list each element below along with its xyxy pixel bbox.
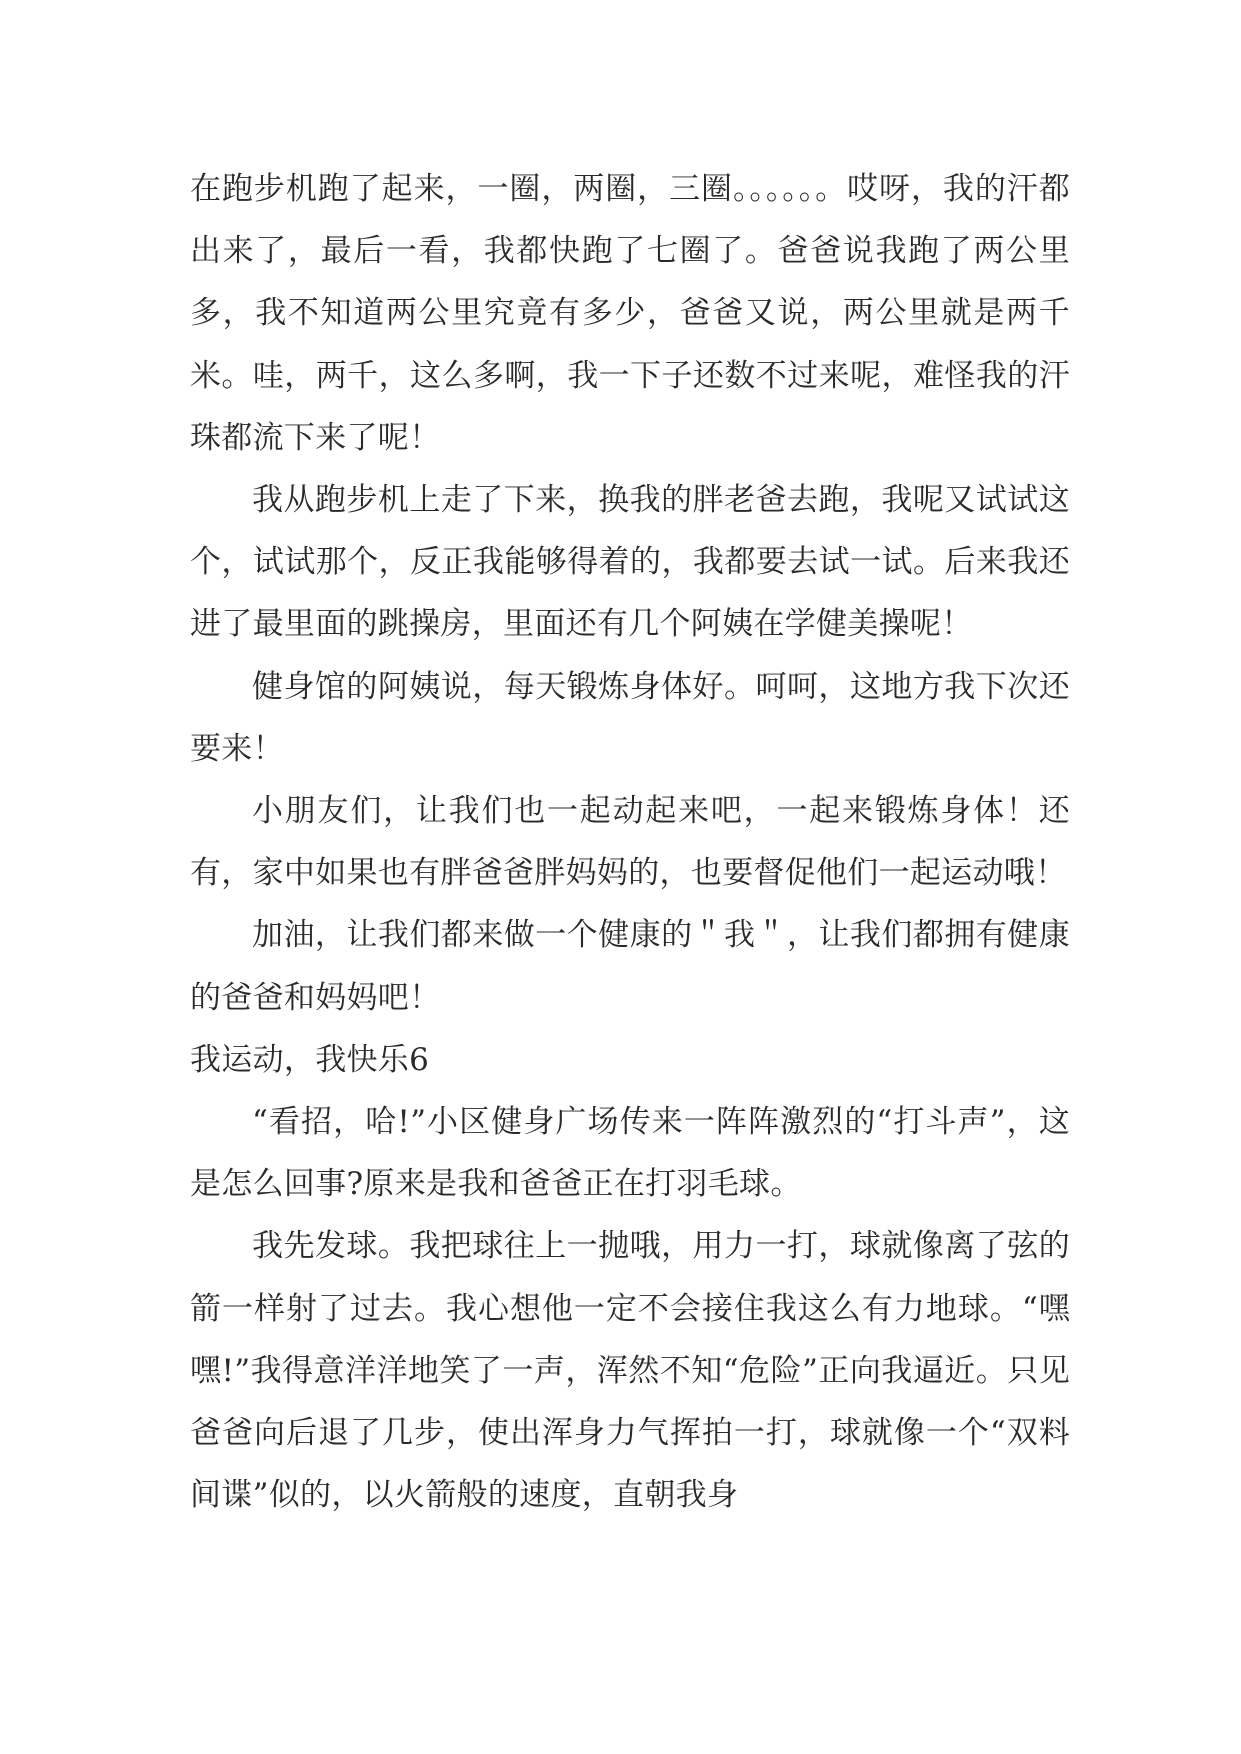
paragraph: 健身馆的阿姨说，每天锻炼身体好。呵呵，这地方我下次还要来！ (190, 668, 1070, 767)
document-body (190, 158, 1070, 1526)
paragraph: 加油，让我们都来做一个健康的＂我＂，让我们都拥有健康的爸爸和妈妈吧！ (190, 917, 1070, 1016)
section-heading: 我运动，我快乐6 (190, 1041, 430, 1078)
paragraph-continued: 在跑步机跑了起来，一圈，两圈，三圈。。。。。。哎呀，我的汗都出来了，最后一看，我都快跑了七圈了。爸爸说我跑了两公里多，我不知道两公里究竟有多少，爸爸又说，两公里就是两千米。哇，两千，这么多啊，我一下子还数不过来呢，难怪我的汗珠都流下来了呢！ (190, 171, 1070, 456)
paragraph: 我先发球。我把球往上一抛哦，用力一打，球就像离了弦的箭一样射了过去。我心想他一定不会接住我这么有力地球。“嘿嘿!”我得意洋洋地笑了一声，浑然不知“危险”正向我逼近。只见爸爸向后退了几步，使出浑身力气挥拍一打，球就像一个“双料间谍”似的，以火箭般的速度，直朝我身 (190, 1228, 1070, 1514)
paragraph: “看招，哈!”小区健身广场传来一阵阵激烈的“打斗声”，这是怎么回事?原来是我和爸爸正在打羽毛球。 (190, 1104, 1070, 1203)
paragraph: 小朋友们，让我们也一起动起来吧，一起来锻炼身体！还有，家中如果也有胖爸爸胖妈妈的，也要督促他们一起运动哦！ (190, 793, 1070, 892)
paragraph: 我从跑步机上走了下来，换我的胖老爸去跑，我呢又试试这个，试试那个，反正我能够得着的，我都要去试一试。后来我还进了最里面的跳操房，里面还有几个阿姨在学健美操呢！ (190, 482, 1070, 643)
